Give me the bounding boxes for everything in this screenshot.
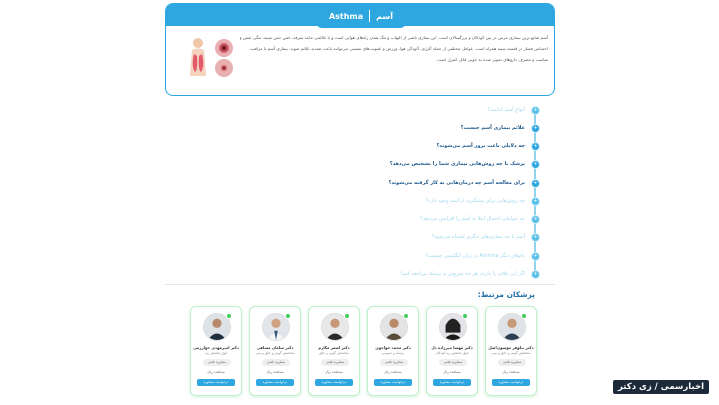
faq-question: برای معالجه آسم چه درمان‌هایی به کار گرفته می‌شوند؟ [388,180,525,186]
online-status-icon [344,313,350,319]
plus-icon: + [531,233,540,242]
faq-item[interactable] [165,231,555,243]
doctor-name: دکتر اصغر مکارم [318,345,350,350]
faq-question: چه روش‌هایی برای پیشگیری از آسم وجود دارد؟ [425,198,525,204]
faq-item[interactable] [165,140,555,152]
consultation-badge: مشاوره تلفنی [203,359,231,366]
doctor-price: مشاهده ریال [384,370,402,374]
doctor-card[interactable] [308,306,360,396]
faq-item[interactable] [165,250,555,262]
faq-item[interactable] [165,122,555,134]
faq-question: علائم بیماری آسم چیست؟ [460,125,525,131]
request-consultation-button[interactable]: درخواست مشاوره [433,379,471,386]
plus-icon: + [531,124,540,133]
doctor-specialty: متخصص گوش و حلق [319,351,349,355]
related-doctors-title: پزشکان مرتبط: [477,290,535,299]
lungs-illustration [188,36,240,78]
doctor-card[interactable] [426,306,478,396]
plus-icon: + [531,160,540,169]
doctor-specialty: فوق تخصص ریه کودکان [435,351,469,355]
plus-icon: + [531,215,540,224]
title-persian: آسم [376,11,394,21]
request-consultation-button[interactable]: درخواست مشاوره [492,379,530,386]
doctor-price: مشاهده ریال [266,370,284,374]
page-content [165,0,555,405]
plus-icon: + [531,142,540,151]
doctor-name: دکتر امیرمهدی خوارزمی [193,345,239,350]
doctor-name: دکتر محمد خواجوی [375,345,411,350]
faq-item[interactable] [165,104,555,116]
doctor-name: دکتر مهسا میرزاده دل [431,345,473,350]
faq-item[interactable] [165,177,555,189]
doctor-price: مشاهده ریال [443,370,461,374]
title-separator [369,10,370,22]
consultation-badge: مشاوره تلفنی [262,359,290,366]
faq-question: اگر این علائم را دارید، هر چه سریع‌تر به پزشک مراجعه کنید! [400,271,525,277]
consultation-badge: مشاوره تلفنی [439,359,467,366]
faq-question: چه دلایلی باعث بروز آسم می‌شوند؟ [436,143,525,149]
online-status-icon [285,313,291,319]
doctor-card[interactable] [190,306,242,396]
doctor-card[interactable] [249,306,301,396]
request-consultation-button[interactable]: درخواست مشاوره [315,379,353,386]
definition-title [316,4,406,28]
faq-item[interactable] [165,195,555,207]
plus-icon: + [531,106,540,115]
request-consultation-button[interactable]: درخواست مشاوره [197,379,235,386]
request-consultation-button[interactable]: درخواست مشاوره [374,379,412,386]
request-consultation-button[interactable]: درخواست مشاوره [256,379,294,386]
faq-question: چه عواملی احتمال ابتلا به آسم را افزایش می‌دهد؟ [420,216,525,222]
section-divider [165,284,555,285]
faq-question: نام‌های دیگر Asthma در زبان انگلیسی چیست؟ [425,253,525,259]
consultation-badge: مشاوره تلفنی [321,359,349,366]
doctor-name: دکتر سامان مسافی [256,345,294,350]
definition-card [165,3,555,96]
faq-item[interactable] [165,158,555,170]
doctor-price: مشاهده ریال [207,370,225,374]
plus-icon: + [531,179,540,188]
faq-item[interactable] [165,213,555,225]
doctor-specialty: پزشک و عمومی [381,351,405,355]
definition-text: آسم شایع ترین بیماری مزمن در بین کودکان و بزرگسالان است. این بیماری ناشی از التهاب و تنگ شدن راه‌های هوایی است و با علائمی مانند سرفه، خس خس سینه، تنگی نفس و احساس فشار در قفسه سینه همراه است. عوامل مختلفی از جمله آلرژی، آلودگی هوا، ورزش و عفونت‌های تنفسی می‌توانند باعث تشدید علائم شوند. بیماری آسم با مراقبت مناسب و مصرف داروهای تجویز شده به خوبی قابل کنترل است. [239,35,548,62]
doctor-list [177,306,537,398]
doctor-specialty: متخصص گوش و حلق و بینی [491,351,531,355]
faq-question: آسم با چه بیماری‌های دیگری اشتباه می‌شود؟ [431,234,525,240]
plus-icon: + [531,197,540,206]
faq-question: پزشک با چه روش‌هایی بیماری شما را تشخیص می‌دهد؟ [389,161,525,167]
online-status-icon [462,313,468,319]
plus-icon: + [531,252,540,261]
consultation-badge: مشاوره تلفنی [380,359,408,366]
faq-question: انواع آسم کدامند؟ [487,107,525,113]
doctor-price: مشاهده ریال [325,370,343,374]
doctor-price: مشاهده ریال [502,370,520,374]
title-english: Asthma [328,11,364,21]
doctor-card[interactable] [367,306,419,396]
doctor-card[interactable] [485,306,537,396]
brand-label: اخبارسمی / زی دکتر [613,380,709,394]
online-status-icon [403,313,409,319]
online-status-icon [226,313,232,319]
plus-icon: + [531,270,540,279]
consultation-badge: مشاوره تلفنی [498,359,526,366]
online-status-icon [521,313,527,319]
doctor-name: دکتر نیلوفر موسوی‌اصل [488,345,534,350]
doctor-specialty: متخصص گوش و حلق و بینی [255,351,295,355]
faq-item[interactable] [165,268,555,280]
doctor-specialty: فوق تخصص ریه [204,351,228,355]
